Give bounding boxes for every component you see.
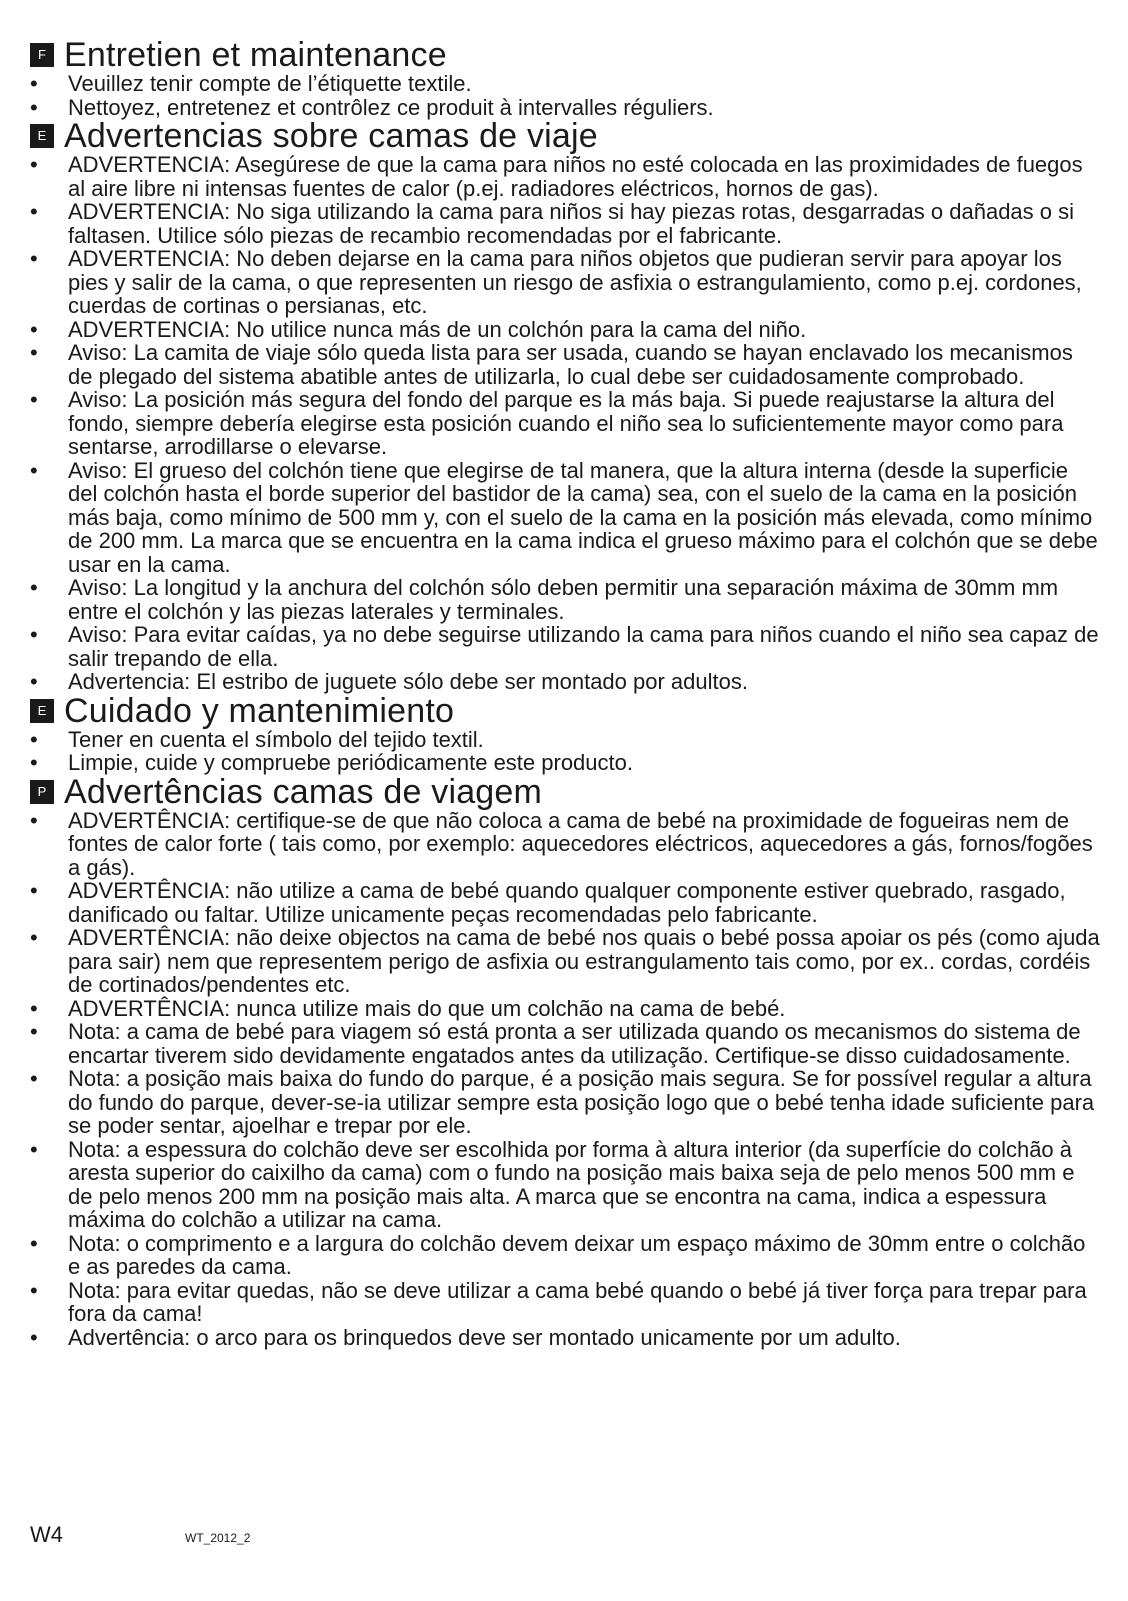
- list-item: [30, 623, 1100, 670]
- bullet-icon: •: [30, 71, 38, 96]
- bullet-icon: •: [30, 726, 38, 752]
- list-item: [30, 728, 1100, 752]
- list-item: [30, 751, 1100, 775]
- list-item-text: Aviso: La longitud y la anchura del colchón sólo deben permitir una separación máxima de 30mm mm entre el colchón y las piezas laterales y terminales.: [68, 575, 1059, 624]
- list-item: [30, 388, 1100, 459]
- bullet-icon: •: [30, 622, 38, 647]
- bullet-icon: •: [30, 246, 38, 271]
- bullet-icon: •: [30, 1066, 38, 1091]
- bullet-icon: •: [30, 669, 38, 694]
- bullet-icon: •: [30, 1136, 38, 1162]
- bullet-icon: •: [30, 457, 38, 483]
- list-item: [30, 1232, 1100, 1279]
- list-item: [30, 318, 1100, 342]
- list-item: [30, 96, 1100, 120]
- list-item-text: Advertencia: El estribo de juguete sólo debe ser montado por adultos.: [68, 669, 748, 694]
- bullet-icon: •: [30, 575, 38, 600]
- bullet-icon: •: [30, 1277, 38, 1303]
- language-badge: E: [30, 699, 54, 723]
- warning-list: [30, 728, 1100, 775]
- warning-list: [30, 153, 1100, 694]
- list-item: [30, 926, 1100, 997]
- bullet-icon: •: [30, 1324, 38, 1350]
- list-item-text: Tener en cuenta el símbolo del tejido textil.: [68, 726, 484, 752]
- bullet-icon: •: [30, 807, 38, 833]
- bullet-icon: •: [30, 1019, 38, 1044]
- list-item-text: Nota: a cama de bebé para viagem só está pronta a ser utilizada quando os mecanismos do sistema de encartar tiverem sido devidamente engatados antes da utilização. Certifique-se disso cuidadosamente.: [68, 1019, 1081, 1068]
- section-title: Entretien et maintenance: [64, 36, 447, 74]
- list-item-text: Nota: para evitar quedas, não se deve utilizar a cama bebé quando o bebé já tiver força para trepar para fora da cama!: [68, 1277, 1087, 1326]
- list-item: [30, 1138, 1100, 1232]
- list-item-text: Aviso: La camita de viaje sólo queda lista para ser usada, cuando se hayan enclavado los mecanismos de plegado del sistema abatible antes de utilizarla, lo cual debe ser cuidadosamente comprobado.: [68, 340, 1073, 389]
- document-code: WT_2012_2: [185, 1531, 251, 1545]
- list-item-text: Advertência: o arco para os brinquedos deve ser montado unicamente por um adulto.: [68, 1324, 901, 1350]
- list-item-text: ADVERTENCIA: No utilice nunca más de un colchón para la cama del niño.: [68, 316, 807, 342]
- bullet-icon: •: [30, 387, 38, 412]
- list-item-text: ADVERTENCIA: Asegúrese de que la cama para niños no esté colocada en las proximidades de fuegos al aire libre ni intensas fuentes de calor (p.ej. radiadores eléctricos, hornos de gas).: [68, 152, 1083, 201]
- list-item-text: Nettoyez, entretenez et contrôlez ce produit à intervalles réguliers.: [68, 94, 714, 120]
- list-item: [30, 459, 1100, 577]
- bullet-icon: •: [30, 94, 38, 120]
- bullet-icon: •: [30, 152, 38, 177]
- list-item: [30, 200, 1100, 247]
- list-item: [30, 997, 1100, 1021]
- section-title: Advertencias sobre camas de viaje: [64, 117, 598, 155]
- section-heading: [30, 38, 1100, 72]
- section-heading: [30, 772, 1100, 811]
- list-item-text: Nota: a espessura do colchão deve ser escolhida por forma à altura interior (da superfície do colchão à aresta superior do caixilho da cama) com o fundo na posição mais baixa seja de pelo menos 500 mm e de pelo menos 200 mm na posição mais alta. A marca que se encontra na cama, indica a espessura máxima do colchão a utilizar na cama.: [68, 1136, 1075, 1232]
- bullet-icon: •: [30, 316, 38, 342]
- bullet-icon: •: [30, 750, 38, 775]
- section-title: Cuidado y mantenimiento: [64, 691, 455, 730]
- list-item: [30, 341, 1100, 388]
- list-item: [30, 1067, 1100, 1138]
- bullet-icon: •: [30, 925, 38, 950]
- list-item-text: Aviso: El grueso del colchón tiene que elegirse de tal manera, que la altura interna (desde la superficie del colchón hasta el borde superior del bastidor de la cama) sea, con el suelo de la cama en la posición más baja, como mínimo de 500 mm y, con el suelo de la cama en la posición más elevada, como mínimo de 200 mm. La marca que se encuentra en la cama indica el grueso máximo para el colchón que se debe usar en la cama.: [68, 457, 1098, 577]
- list-item: [30, 809, 1100, 880]
- language-badge: F: [30, 43, 54, 67]
- bullet-icon: •: [30, 199, 38, 224]
- list-item-text: ADVERTENCIA: No siga utilizando la cama para niños si hay piezas rotas, desgarradas o dañadas o si faltasen. Utilice sólo piezas de recambio recomendadas por el fabricante.: [68, 199, 1075, 248]
- list-item-text: Limpie, cuide y compruebe periódicamente este producto.: [68, 750, 633, 775]
- list-item-text: Nota: o comprimento e a largura do colchão devem deixar um espaço máximo de 30mm entre o colchão e as paredes da cama.: [68, 1230, 1086, 1279]
- list-item: [30, 153, 1100, 200]
- language-badge: P: [30, 780, 54, 804]
- bullet-icon: •: [30, 995, 38, 1021]
- list-item-text: Veuillez tenir compte de l’étiquette textile.: [68, 71, 472, 96]
- list-item: [30, 1279, 1100, 1326]
- list-item: [30, 247, 1100, 318]
- list-item: [30, 1020, 1100, 1067]
- bullet-icon: •: [30, 1230, 38, 1256]
- warning-list: [30, 72, 1100, 119]
- list-item-text: Aviso: Para evitar caídas, ya no debe seguirse utilizando la cama para niños cuando el niño sea capaz de salir trepando de ella.: [68, 622, 1099, 671]
- list-item: [30, 879, 1100, 926]
- bullet-icon: •: [30, 878, 38, 903]
- page-footer: [30, 1522, 250, 1548]
- list-item-text: ADVERTENCIA: No deben dejarse en la cama para niños objetos que pudieran servir para apoyar los pies y salir de la cama, o que representen un riesgo de asfixia o estrangulamiento, como p.ej. cordones, cuerdas de cortinas o persianas, etc.: [68, 246, 1082, 318]
- bullet-icon: •: [30, 340, 38, 365]
- list-item-text: Nota: a posição mais baixa do fundo do parque, é a posição mais segura. Se for possível regular a altura do fundo do parque, dever-se-ia utilizar sempre esta posição logo que o bebé tenha idade suficiente para se poder sentar, ajoelhar e trepar por ele.: [68, 1066, 1095, 1138]
- document-page: [30, 38, 1100, 1349]
- section-heading: [30, 691, 1100, 730]
- page-number: W4: [30, 1522, 63, 1547]
- section-heading: [30, 119, 1100, 153]
- list-item-text: ADVERTÊNCIA: não deixe objectos na cama de bebé nos quais o bebé possa apoiar os pés (como ajuda para sair) nem que representem perigo de asfixia ou estrangulamento tais como, por ex.. cordas, cordéis de cortinados/pendentes etc.: [68, 925, 1100, 997]
- section-title: Advertências camas de viagem: [64, 772, 543, 811]
- warning-list: [30, 809, 1100, 1350]
- list-item-text: ADVERTÊNCIA: nunca utilize mais do que um colchão na cama de bebé.: [68, 995, 786, 1021]
- list-item: [30, 576, 1100, 623]
- language-badge: E: [30, 124, 54, 148]
- list-item-text: ADVERTÊNCIA: certifique-se de que não coloca a cama de bebé na proximidade de fogueiras nem de fontes de calor forte ( tais como, por exemplo: aquecedores eléctricos, aquecedores a gás, fornos/fogões a gás).: [68, 807, 1093, 880]
- list-item-text: Aviso: La posición más segura del fondo del parque es la más baja. Si puede reajustarse la altura del fondo, siempre debería elegirse esta posición cuando el niño sea lo suficientemente mayor como para sentarse, arrodillarse o elevarse.: [68, 387, 1064, 459]
- list-item-text: ADVERTÊNCIA: não utilize a cama de bebé quando qualquer componente estiver quebrado, rasgado, danificado ou faltar. Utilize unicamente peças recomendadas pelo fabricante.: [68, 878, 1066, 927]
- list-item: [30, 670, 1100, 694]
- list-item: [30, 72, 1100, 96]
- list-item: [30, 1326, 1100, 1350]
